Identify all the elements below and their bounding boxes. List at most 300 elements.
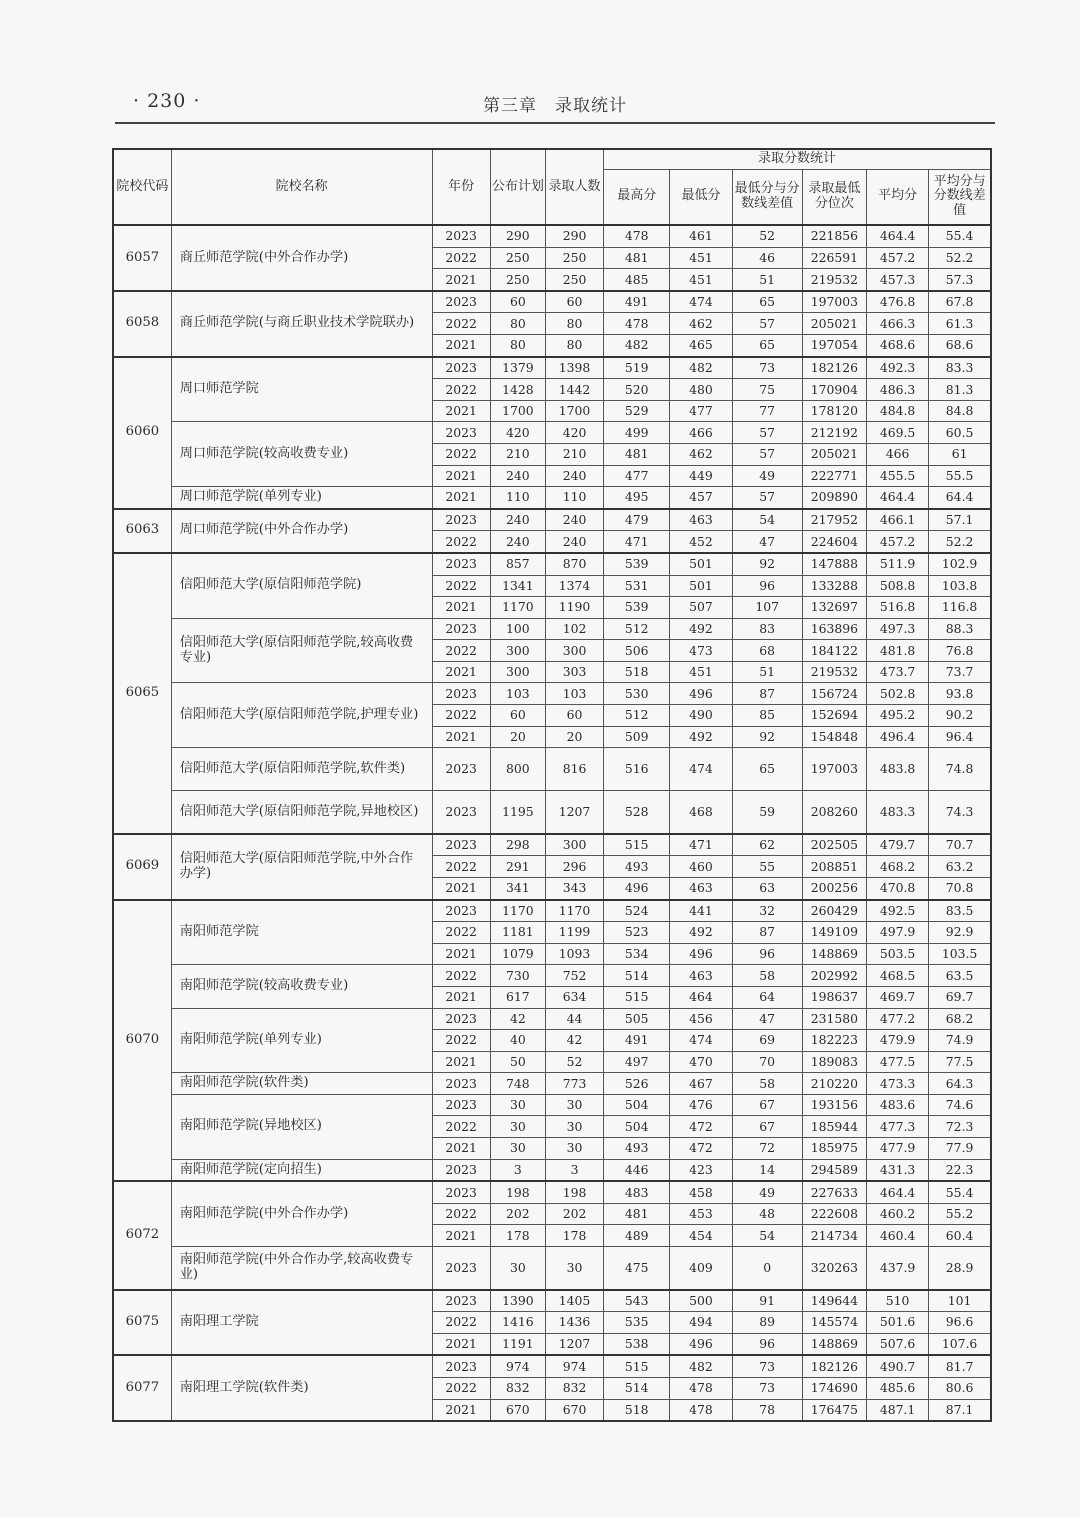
min-cell: 482 <box>670 1355 732 1377</box>
min-rank-cell: 320263 <box>802 1247 866 1290</box>
plan-cell: 291 <box>490 856 545 878</box>
avg-cell: 457.2 <box>866 247 928 269</box>
table-row <box>113 291 991 313</box>
plan-cell: 3 <box>490 1159 545 1181</box>
min-rank-cell: 148869 <box>802 1333 866 1355</box>
table-row <box>113 834 991 856</box>
admitted-cell: 1398 <box>545 357 603 379</box>
avg-diff-cell: 68.2 <box>929 1008 991 1030</box>
min-rank-cell: 133288 <box>802 575 866 597</box>
plan-cell: 1428 <box>490 379 545 401</box>
avg-diff-cell: 52.2 <box>929 247 991 269</box>
admitted-cell: 102 <box>545 618 603 640</box>
table-body <box>113 225 991 1421</box>
admission-statistics-table <box>112 148 992 1422</box>
avg-diff-cell: 68.6 <box>929 334 991 356</box>
max-cell: 531 <box>604 575 670 597</box>
program-name: 南阳师范学院(中外合作办学,较高收费专业) <box>171 1247 432 1290</box>
year-cell: 2021 <box>432 334 490 356</box>
max-cell: 519 <box>604 357 670 379</box>
min-rank-cell: 208851 <box>802 856 866 878</box>
avg-cell: 468.5 <box>866 965 928 987</box>
admitted-cell: 60 <box>545 705 603 727</box>
year-cell: 2023 <box>432 1073 490 1095</box>
program-name: 南阳师范学院(定向招生) <box>171 1159 432 1181</box>
plan-cell: 240 <box>490 509 545 531</box>
max-cell: 523 <box>604 922 670 944</box>
year-cell: 2021 <box>432 400 490 422</box>
header-avg-diff: 平均分与分数线差值 <box>929 169 991 225</box>
avg-cell: 484.8 <box>866 400 928 422</box>
year-cell: 2022 <box>432 443 490 465</box>
plan-cell: 20 <box>490 726 545 748</box>
avg-diff-cell: 107.6 <box>929 1333 991 1355</box>
min-rank-cell: 224604 <box>802 531 866 553</box>
max-cell: 518 <box>604 1399 670 1421</box>
admitted-cell: 1207 <box>545 791 603 834</box>
admitted-cell: 1405 <box>545 1290 603 1312</box>
header-avg: 平均分 <box>866 169 928 225</box>
min-diff-cell: 46 <box>732 247 802 269</box>
plan-cell: 250 <box>490 247 545 269</box>
avg-diff-cell: 90.2 <box>929 705 991 727</box>
min-rank-cell: 182223 <box>802 1030 866 1052</box>
avg-diff-cell: 81.3 <box>929 379 991 401</box>
min-rank-cell: 205021 <box>802 443 866 465</box>
table-row <box>113 683 991 705</box>
min-diff-cell: 85 <box>732 705 802 727</box>
plan-cell: 341 <box>490 877 545 899</box>
min-cell: 466 <box>670 422 732 444</box>
plan-cell: 198 <box>490 1181 545 1203</box>
min-rank-cell: 185975 <box>802 1138 866 1160</box>
min-diff-cell: 89 <box>732 1312 802 1334</box>
min-rank-cell: 149109 <box>802 922 866 944</box>
avg-cell: 479.7 <box>866 834 928 856</box>
max-cell: 506 <box>604 640 670 662</box>
year-cell: 2021 <box>432 1399 490 1421</box>
year-cell: 2022 <box>432 1377 490 1399</box>
min-cell: 482 <box>670 357 732 379</box>
min-diff-cell: 91 <box>732 1290 802 1312</box>
admitted-cell: 420 <box>545 422 603 444</box>
min-diff-cell: 57 <box>732 487 802 509</box>
avg-diff-cell: 77.5 <box>929 1051 991 1073</box>
min-rank-cell: 202505 <box>802 834 866 856</box>
min-rank-cell: 231580 <box>802 1008 866 1030</box>
plan-cell: 857 <box>490 553 545 575</box>
avg-cell: 431.3 <box>866 1159 928 1181</box>
avg-diff-cell: 22.3 <box>929 1159 991 1181</box>
year-cell: 2022 <box>432 379 490 401</box>
admitted-cell: 300 <box>545 834 603 856</box>
max-cell: 515 <box>604 1355 670 1377</box>
max-cell: 509 <box>604 726 670 748</box>
avg-cell: 469.7 <box>866 986 928 1008</box>
header-min-rank: 录取最低分位次 <box>802 169 866 225</box>
min-diff-cell: 14 <box>732 1159 802 1181</box>
program-name: 信阳师范大学(原信阳师范学院) <box>171 553 432 618</box>
max-cell: 539 <box>604 597 670 619</box>
plan-cell: 748 <box>490 1073 545 1095</box>
max-cell: 512 <box>604 618 670 640</box>
year-cell: 2021 <box>432 1225 490 1247</box>
avg-diff-cell: 77.9 <box>929 1138 991 1160</box>
min-rank-cell: 154848 <box>802 726 866 748</box>
admitted-cell: 30 <box>545 1247 603 1290</box>
min-cell: 470 <box>670 1051 732 1073</box>
table-row <box>113 748 991 791</box>
year-cell: 2021 <box>432 1051 490 1073</box>
min-diff-cell: 62 <box>732 834 802 856</box>
avg-diff-cell: 103.8 <box>929 575 991 597</box>
max-cell: 515 <box>604 834 670 856</box>
min-cell: 496 <box>670 943 732 965</box>
admitted-cell: 1093 <box>545 943 603 965</box>
plan-cell: 30 <box>490 1094 545 1116</box>
admitted-cell: 343 <box>545 877 603 899</box>
min-diff-cell: 96 <box>732 943 802 965</box>
max-cell: 530 <box>604 683 670 705</box>
avg-cell: 503.5 <box>866 943 928 965</box>
max-cell: 518 <box>604 661 670 683</box>
chapter-title: 第三章 录取统计 <box>483 96 627 116</box>
avg-cell: 477.2 <box>866 1008 928 1030</box>
min-diff-cell: 87 <box>732 922 802 944</box>
max-cell: 539 <box>604 553 670 575</box>
min-diff-cell: 96 <box>732 1333 802 1355</box>
min-diff-cell: 47 <box>732 1008 802 1030</box>
avg-diff-cell: 28.9 <box>929 1247 991 1290</box>
admitted-cell: 290 <box>545 225 603 247</box>
admitted-cell: 1190 <box>545 597 603 619</box>
year-cell: 2022 <box>432 575 490 597</box>
min-cell: 496 <box>670 1333 732 1355</box>
min-rank-cell: 182126 <box>802 357 866 379</box>
admitted-cell: 634 <box>545 986 603 1008</box>
min-cell: 465 <box>670 334 732 356</box>
avg-cell: 497.3 <box>866 618 928 640</box>
avg-cell: 510 <box>866 1290 928 1312</box>
year-cell: 2022 <box>432 531 490 553</box>
avg-diff-cell: 55.5 <box>929 465 991 487</box>
avg-cell: 508.8 <box>866 575 928 597</box>
min-cell: 462 <box>670 313 732 335</box>
avg-cell: 487.1 <box>866 1399 928 1421</box>
min-diff-cell: 75 <box>732 379 802 401</box>
avg-diff-cell: 60.5 <box>929 422 991 444</box>
min-cell: 453 <box>670 1203 732 1225</box>
plan-cell: 1390 <box>490 1290 545 1312</box>
min-cell: 478 <box>670 1399 732 1421</box>
avg-diff-cell: 64.4 <box>929 487 991 509</box>
program-name: 周口师范学院 <box>171 357 432 422</box>
year-cell: 2023 <box>432 618 490 640</box>
program-name: 南阳师范学院(异地校区) <box>171 1094 432 1159</box>
avg-diff-cell: 93.8 <box>929 683 991 705</box>
max-cell: 483 <box>604 1181 670 1203</box>
program-name: 周口师范学院(单列专业) <box>171 487 432 509</box>
avg-diff-cell: 116.8 <box>929 597 991 619</box>
min-cell: 451 <box>670 269 732 291</box>
min-rank-cell: 189083 <box>802 1051 866 1073</box>
year-cell: 2023 <box>432 683 490 705</box>
min-rank-cell: 221856 <box>802 225 866 247</box>
table-row <box>113 225 991 247</box>
min-cell: 463 <box>670 877 732 899</box>
min-diff-cell: 55 <box>732 856 802 878</box>
header-score-statistics: 录取分数统计 <box>604 149 991 169</box>
program-name: 商丘师范学院(与商丘职业技术学院联办) <box>171 291 432 357</box>
admitted-cell: 1442 <box>545 379 603 401</box>
avg-cell: 483.6 <box>866 1094 928 1116</box>
year-cell: 2022 <box>432 1312 490 1334</box>
min-rank-cell: 205021 <box>802 313 866 335</box>
plan-cell: 420 <box>490 422 545 444</box>
min-diff-cell: 72 <box>732 1138 802 1160</box>
min-diff-cell: 77 <box>732 400 802 422</box>
plan-cell: 617 <box>490 986 545 1008</box>
year-cell: 2021 <box>432 661 490 683</box>
year-cell: 2023 <box>432 225 490 247</box>
year-cell: 2023 <box>432 1094 490 1116</box>
min-cell: 468 <box>670 791 732 834</box>
year-cell: 2023 <box>432 422 490 444</box>
page-header <box>115 88 995 124</box>
min-diff-cell: 49 <box>732 465 802 487</box>
min-rank-cell: 152694 <box>802 705 866 727</box>
min-rank-cell: 219532 <box>802 661 866 683</box>
table-row <box>113 1094 991 1116</box>
min-diff-cell: 58 <box>732 1073 802 1095</box>
table-row <box>113 1008 991 1030</box>
min-cell: 476 <box>670 1094 732 1116</box>
min-diff-cell: 65 <box>732 334 802 356</box>
min-cell: 471 <box>670 834 732 856</box>
admitted-cell: 752 <box>545 965 603 987</box>
header-min: 最低分 <box>670 169 732 225</box>
min-cell: 452 <box>670 531 732 553</box>
max-cell: 528 <box>604 791 670 834</box>
plan-cell: 1181 <box>490 922 545 944</box>
max-cell: 491 <box>604 291 670 313</box>
avg-cell: 502.8 <box>866 683 928 705</box>
max-cell: 529 <box>604 400 670 422</box>
table-row <box>113 965 991 987</box>
year-cell: 2021 <box>432 1138 490 1160</box>
plan-cell: 103 <box>490 683 545 705</box>
min-cell: 473 <box>670 640 732 662</box>
avg-diff-cell: 67.8 <box>929 291 991 313</box>
program-name: 信阳师范大学(原信阳师范学院,较高收费专业) <box>171 618 432 683</box>
min-diff-cell: 51 <box>732 269 802 291</box>
admitted-cell: 80 <box>545 313 603 335</box>
min-rank-cell: 170904 <box>802 379 866 401</box>
program-name: 南阳理工学院(软件类) <box>171 1355 432 1421</box>
avg-diff-cell: 60.4 <box>929 1225 991 1247</box>
admitted-cell: 44 <box>545 1008 603 1030</box>
avg-diff-cell: 61.3 <box>929 313 991 335</box>
year-cell: 2022 <box>432 313 490 335</box>
min-rank-cell: 200256 <box>802 877 866 899</box>
plan-cell: 80 <box>490 334 545 356</box>
max-cell: 493 <box>604 1138 670 1160</box>
min-rank-cell: 147888 <box>802 553 866 575</box>
min-diff-cell: 65 <box>732 291 802 313</box>
admitted-cell: 1170 <box>545 900 603 922</box>
header-year: 年份 <box>432 149 490 225</box>
avg-diff-cell: 63.2 <box>929 856 991 878</box>
admitted-cell: 202 <box>545 1203 603 1225</box>
min-cell: 501 <box>670 575 732 597</box>
admitted-cell: 1207 <box>545 1333 603 1355</box>
min-rank-cell: 260429 <box>802 900 866 922</box>
min-diff-cell: 96 <box>732 575 802 597</box>
avg-cell: 511.9 <box>866 553 928 575</box>
plan-cell: 250 <box>490 269 545 291</box>
min-diff-cell: 83 <box>732 618 802 640</box>
max-cell: 481 <box>604 247 670 269</box>
min-diff-cell: 51 <box>732 661 802 683</box>
year-cell: 2021 <box>432 597 490 619</box>
min-cell: 496 <box>670 683 732 705</box>
avg-diff-cell: 55.2 <box>929 1203 991 1225</box>
avg-cell: 464.4 <box>866 225 928 247</box>
table-row <box>113 1290 991 1312</box>
year-cell: 2023 <box>432 791 490 834</box>
avg-cell: 497.9 <box>866 922 928 944</box>
avg-cell: 483.3 <box>866 791 928 834</box>
min-cell: 467 <box>670 1073 732 1095</box>
program-name: 信阳师范大学(原信阳师范学院,异地校区) <box>171 791 432 834</box>
min-diff-cell: 73 <box>732 357 802 379</box>
header-plan: 公布计划 <box>490 149 545 225</box>
max-cell: 543 <box>604 1290 670 1312</box>
min-diff-cell: 67 <box>732 1116 802 1138</box>
year-cell: 2023 <box>432 1008 490 1030</box>
min-diff-cell: 57 <box>732 422 802 444</box>
max-cell: 512 <box>604 705 670 727</box>
table-row <box>113 1159 991 1181</box>
min-rank-cell: 198637 <box>802 986 866 1008</box>
min-cell: 458 <box>670 1181 732 1203</box>
avg-cell: 495.2 <box>866 705 928 727</box>
admitted-cell: 30 <box>545 1138 603 1160</box>
plan-cell: 60 <box>490 291 545 313</box>
max-cell: 493 <box>604 856 670 878</box>
plan-cell: 298 <box>490 834 545 856</box>
plan-cell: 50 <box>490 1051 545 1073</box>
avg-diff-cell: 102.9 <box>929 553 991 575</box>
year-cell: 2022 <box>432 856 490 878</box>
avg-diff-cell: 103.5 <box>929 943 991 965</box>
header-name: 院校名称 <box>171 149 432 225</box>
admitted-cell: 60 <box>545 291 603 313</box>
program-name: 南阳师范学院(较高收费专业) <box>171 965 432 1008</box>
plan-cell: 300 <box>490 640 545 662</box>
institution-code: 6070 <box>113 900 171 1182</box>
avg-cell: 473.3 <box>866 1073 928 1095</box>
avg-diff-cell: 92.9 <box>929 922 991 944</box>
year-cell: 2021 <box>432 1333 490 1355</box>
min-rank-cell: 197003 <box>802 748 866 791</box>
year-cell: 2023 <box>432 900 490 922</box>
max-cell: 504 <box>604 1094 670 1116</box>
avg-diff-cell: 96.6 <box>929 1312 991 1334</box>
min-rank-cell: 193156 <box>802 1094 866 1116</box>
min-rank-cell: 163896 <box>802 618 866 640</box>
avg-cell: 437.9 <box>866 1247 928 1290</box>
year-cell: 2022 <box>432 1116 490 1138</box>
max-cell: 516 <box>604 748 670 791</box>
min-diff-cell: 54 <box>732 509 802 531</box>
min-diff-cell: 78 <box>732 1399 802 1421</box>
max-cell: 515 <box>604 986 670 1008</box>
plan-cell: 1700 <box>490 400 545 422</box>
avg-diff-cell: 101 <box>929 1290 991 1312</box>
institution-code: 6058 <box>113 291 171 357</box>
admitted-cell: 1700 <box>545 400 603 422</box>
admitted-cell: 110 <box>545 487 603 509</box>
avg-diff-cell: 63.5 <box>929 965 991 987</box>
avg-cell: 466.1 <box>866 509 928 531</box>
table-row <box>113 1181 991 1203</box>
avg-diff-cell: 61 <box>929 443 991 465</box>
min-rank-cell: 176475 <box>802 1399 866 1421</box>
min-cell: 463 <box>670 509 732 531</box>
program-name: 周口师范学院(中外合作办学) <box>171 509 432 553</box>
min-cell: 456 <box>670 1008 732 1030</box>
min-rank-cell: 148869 <box>802 943 866 965</box>
avg-cell: 460.4 <box>866 1225 928 1247</box>
min-cell: 474 <box>670 748 732 791</box>
avg-cell: 464.4 <box>866 487 928 509</box>
avg-cell: 485.6 <box>866 1377 928 1399</box>
plan-cell: 1170 <box>490 597 545 619</box>
min-diff-cell: 57 <box>732 443 802 465</box>
avg-cell: 481.8 <box>866 640 928 662</box>
avg-cell: 455.5 <box>866 465 928 487</box>
avg-cell: 516.8 <box>866 597 928 619</box>
avg-cell: 486.3 <box>866 379 928 401</box>
min-cell: 477 <box>670 400 732 422</box>
min-diff-cell: 92 <box>732 553 802 575</box>
year-cell: 2021 <box>432 487 490 509</box>
year-cell: 2023 <box>432 1247 490 1290</box>
min-diff-cell: 47 <box>732 531 802 553</box>
max-cell: 478 <box>604 313 670 335</box>
year-cell: 2022 <box>432 1030 490 1052</box>
min-rank-cell: 197003 <box>802 291 866 313</box>
year-cell: 2023 <box>432 509 490 531</box>
year-cell: 2023 <box>432 1355 490 1377</box>
min-rank-cell: 184122 <box>802 640 866 662</box>
max-cell: 514 <box>604 965 670 987</box>
min-rank-cell: 214734 <box>802 1225 866 1247</box>
max-cell: 504 <box>604 1116 670 1138</box>
min-rank-cell: 222771 <box>802 465 866 487</box>
plan-cell: 1341 <box>490 575 545 597</box>
avg-diff-cell: 74.6 <box>929 1094 991 1116</box>
min-rank-cell: 227633 <box>802 1181 866 1203</box>
avg-diff-cell: 70.7 <box>929 834 991 856</box>
min-cell: 474 <box>670 1030 732 1052</box>
program-name: 信阳师范大学(原信阳师范学院,护理专业) <box>171 683 432 748</box>
avg-cell: 477.3 <box>866 1116 928 1138</box>
admitted-cell: 300 <box>545 640 603 662</box>
max-cell: 535 <box>604 1312 670 1334</box>
program-name: 南阳师范学院(中外合作办学) <box>171 1181 432 1246</box>
